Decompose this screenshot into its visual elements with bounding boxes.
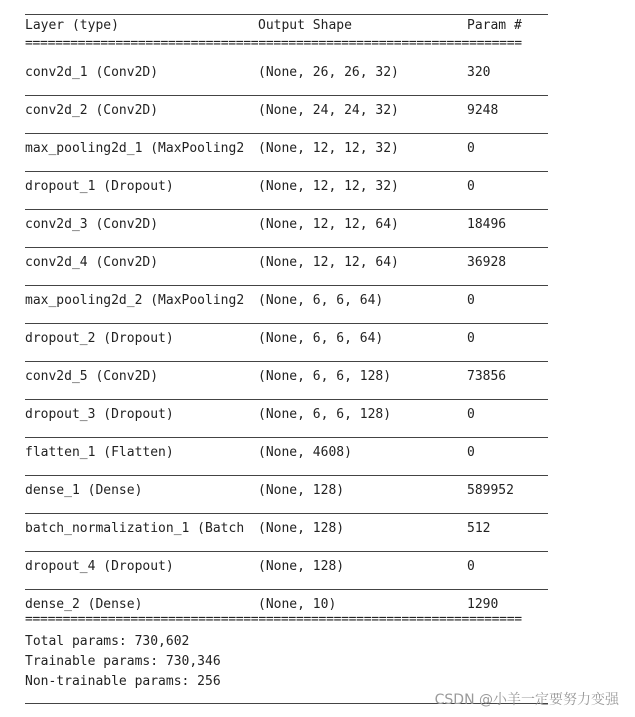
row-param-count: 0 [467, 141, 475, 156]
row-output-shape: (None, 12, 12, 64) [258, 217, 399, 232]
row-layer-name: flatten_1 (Flatten) [25, 445, 174, 460]
row-layer-name: dropout_3 (Dropout) [25, 407, 174, 422]
row-output-shape: (None, 26, 26, 32) [258, 65, 399, 80]
header-param-count: Param # [467, 18, 522, 33]
row-output-shape: (None, 128) [258, 559, 345, 574]
table-row [25, 248, 548, 286]
row-output-shape: (None, 6, 6, 128) [258, 369, 392, 384]
table-row [25, 514, 548, 552]
row-layer-name: conv2d_4 (Conv2D) [25, 255, 159, 270]
row-layer-name: conv2d_3 (Conv2D) [25, 217, 159, 232]
trainable-params: Trainable params: 730,346 [25, 654, 221, 669]
table-row [25, 286, 548, 324]
row-param-count: 0 [467, 407, 475, 422]
table-row [25, 400, 548, 438]
row-output-shape: (None, 6, 6, 64) [258, 293, 384, 308]
row-output-shape: (None, 10) [258, 597, 337, 612]
model-summary [25, 14, 548, 692]
header-layer-type: Layer (type) [25, 18, 119, 33]
param-totals [25, 632, 548, 692]
table-row [25, 362, 548, 400]
row-output-shape: (None, 6, 6, 64) [258, 331, 384, 346]
row-param-count: 73856 [467, 369, 507, 384]
row-layer-name: max_pooling2d_1 (MaxPooling2 [25, 141, 245, 156]
row-output-shape: (None, 128) [258, 483, 345, 498]
row-layer-name: max_pooling2d_2 (MaxPooling2 [25, 293, 245, 308]
table-row [25, 134, 548, 172]
row-layer-name: conv2d_2 (Conv2D) [25, 103, 159, 118]
row-param-count: 320 [467, 65, 491, 80]
table-row [25, 58, 548, 96]
row-layer-name: dropout_1 (Dropout) [25, 179, 174, 194]
row-param-count: 589952 [467, 483, 514, 498]
table-row [25, 476, 548, 514]
header-output-shape: Output Shape [258, 18, 352, 33]
table-row [25, 172, 548, 210]
row-layer-name: dropout_4 (Dropout) [25, 559, 174, 574]
row-param-count: 0 [467, 445, 475, 460]
row-param-count: 0 [467, 331, 475, 346]
row-output-shape: (None, 12, 12, 64) [258, 255, 399, 270]
separator-top: ================================================================== [25, 38, 522, 50]
row-param-count: 9248 [467, 103, 499, 118]
row-param-count: 0 [467, 179, 475, 194]
table-row [25, 96, 548, 134]
row-layer-name: dense_1 (Dense) [25, 483, 143, 498]
non-trainable-params: Non-trainable params: 256 [25, 674, 221, 689]
row-output-shape: (None, 12, 12, 32) [258, 179, 399, 194]
table-row [25, 552, 548, 590]
layer-rows [25, 58, 548, 620]
row-param-count: 0 [467, 559, 475, 574]
separator-bottom: ================================================================== [25, 614, 522, 626]
row-output-shape: (None, 24, 24, 32) [258, 103, 399, 118]
table-row [25, 590, 548, 620]
row-layer-name: conv2d_1 (Conv2D) [25, 65, 159, 80]
row-param-count: 36928 [467, 255, 507, 270]
table-row [25, 438, 548, 476]
row-layer-name: batch_normalization_1 (Batch [25, 521, 245, 536]
row-param-count: 18496 [467, 217, 507, 232]
summary-header [25, 14, 548, 38]
row-output-shape: (None, 12, 12, 32) [258, 141, 399, 156]
total-params: Total params: 730,602 [25, 634, 190, 649]
row-output-shape: (None, 4608) [258, 445, 352, 460]
row-layer-name: dropout_2 (Dropout) [25, 331, 174, 346]
table-row [25, 210, 548, 248]
row-layer-name: dense_2 (Dense) [25, 597, 143, 612]
row-param-count: 1290 [467, 597, 499, 612]
row-param-count: 512 [467, 521, 491, 536]
row-param-count: 0 [467, 293, 475, 308]
row-output-shape: (None, 128) [258, 521, 345, 536]
row-layer-name: conv2d_5 (Conv2D) [25, 369, 159, 384]
watermark-text: CSDN @小羊一定要努力变强 [434, 692, 619, 708]
table-row [25, 324, 548, 362]
row-output-shape: (None, 6, 6, 128) [258, 407, 392, 422]
